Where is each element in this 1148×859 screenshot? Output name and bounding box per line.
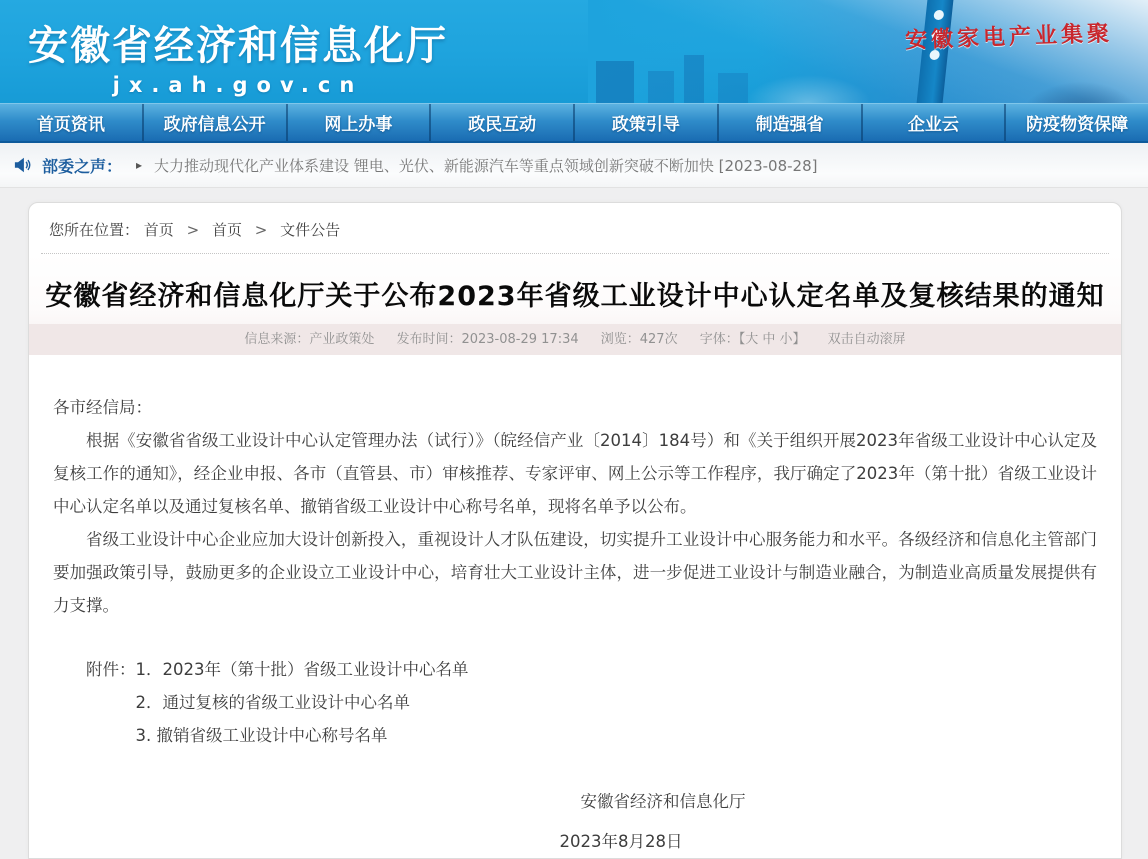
auto-scroll-toggle[interactable]: 双击自动滚屏 <box>827 332 906 347</box>
article-paragraph: 根据《安徽省省级工业设计中心认定管理办法（试行）》（皖经信产业〔2014〕184号）和《关于组织开展2023年省级工业设计中心认定及复核工作的通知》，经企业申报、各市（直管县、市）审核推荐、专家评审、网上公示等工作程序，我厅确定了2023年（第十批）省级工业设计中心认定名单以及通过复核名单、撤销省级工业设计中心称号名单，现将名单予以公布。 <box>53 431 1097 516</box>
breadcrumb-link-home[interactable]: 首页 <box>143 221 174 239</box>
breadcrumb-separator: > <box>186 221 200 239</box>
breadcrumb-separator: > <box>254 221 268 239</box>
meta-source: 信息来源：产业政策处 <box>244 332 375 347</box>
content-wrapper <box>0 188 1148 859</box>
attachment-row <box>86 653 1097 686</box>
attachment-link-3[interactable]: 3. 撤销省级工业设计中心称号名单 <box>135 726 388 745</box>
banner-caption: 安徽家电产业集聚 <box>904 21 1114 54</box>
attachments-label: 附件： <box>86 660 136 679</box>
issue-date-row <box>53 825 1097 858</box>
nav-item-policy[interactable]: 政策引导 <box>575 104 719 141</box>
meta-pubtime: 发布时间：2023-08-29 17:34 <box>396 332 579 347</box>
nav-item-interaction[interactable]: 政民互动 <box>431 104 575 141</box>
content-box <box>28 202 1122 859</box>
nav-item-cloud[interactable]: 企业云 <box>863 104 1007 141</box>
attachments-list <box>53 653 1097 752</box>
ticker-arrow-icon: ▸ <box>136 158 143 172</box>
breadcrumb-link-notices[interactable]: 文件公告 <box>280 221 341 239</box>
meta-font-label: 字体： <box>699 332 739 347</box>
font-size-controls[interactable]: 【大 中 小】 <box>738 332 806 347</box>
main-nav <box>0 103 1148 143</box>
attachment-link-1[interactable]: 1．2023年（第十批）省级工业设计中心名单 <box>135 660 469 679</box>
breadcrumb <box>29 203 1121 253</box>
site-name: 安徽省经济和信息化厅 <box>28 23 448 69</box>
breadcrumb-prefix: 您所在位置： <box>49 221 140 239</box>
city-skyline-image <box>588 43 888 103</box>
article-body <box>29 355 1121 858</box>
article-salutation: 各市经信局： <box>53 398 152 417</box>
signature-block <box>53 785 1097 818</box>
attachment-link-2[interactable]: 2．通过复核的省级工业设计中心名单 <box>135 693 410 712</box>
ticker-label: 部委之声： <box>42 156 123 176</box>
site-header <box>0 0 1148 103</box>
issuing-authority: 安徽省经济和信息化厅 <box>580 792 746 811</box>
ticker-headline-link[interactable]: 大力推动现代化产业体系建设 锂电、光伏、新能源汽车等重点领域创新突破不断加快 [2023-08-28] <box>154 156 818 175</box>
article-meta-bar <box>29 324 1121 355</box>
issue-date: 2023年8月28日 <box>559 832 683 851</box>
article-title: 安徽省经济和信息化厅关于公布2023年省级工业设计中心认定名单及复核结果的通知 <box>45 281 1105 312</box>
article-title-block <box>29 254 1121 355</box>
meta-views: 浏览：427次 <box>600 332 678 347</box>
nav-item-gov-info[interactable]: 政府信息公开 <box>144 104 288 141</box>
breadcrumb-link-home2[interactable]: 首页 <box>211 221 242 239</box>
nav-item-online[interactable]: 网上办事 <box>288 104 432 141</box>
attachment-row <box>136 719 1098 752</box>
banner-photo <box>588 0 1148 103</box>
nav-item-manufacture[interactable]: 制造强省 <box>719 104 863 141</box>
nav-item-epidemic[interactable]: 防疫物资保障 <box>1026 115 1129 135</box>
nav-item-home[interactable]: 首页资讯 <box>0 104 144 141</box>
speaker-icon <box>14 156 32 174</box>
attachment-row <box>136 686 1098 719</box>
site-logo[interactable] <box>28 14 448 97</box>
site-url: jx.ah.gov.cn <box>112 73 364 97</box>
article-paragraph: 省级工业设计中心企业应加大设计创新投入，重视设计人才队伍建设，切实提升工业设计中心服务能力和水平。各级经济和信息化主管部门要加强政策引导，鼓励更多的企业设立工业设计中心，培育壮大工业设计主体，进一步促进工业设计与制造业融合，为制造业高质量发展提供有力支撑。 <box>53 530 1097 615</box>
news-ticker <box>0 143 1148 188</box>
